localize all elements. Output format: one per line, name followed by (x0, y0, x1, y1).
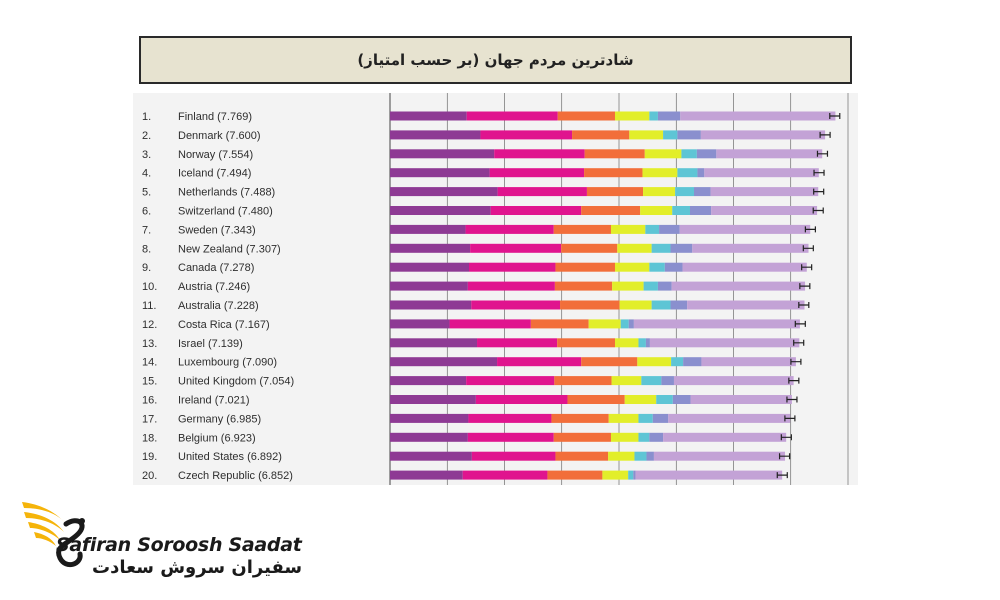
bar-segment (633, 471, 635, 480)
bar-segment (687, 301, 804, 310)
bar-segment (646, 452, 653, 461)
bar-segment (390, 433, 468, 442)
bar-segment (663, 433, 786, 442)
bar-segment (674, 376, 794, 385)
bar-segment (645, 225, 659, 234)
rank-number: 8. (142, 243, 152, 256)
bar-segment (640, 206, 672, 215)
bar-segment (625, 395, 656, 404)
rank-number: 2. (142, 129, 152, 142)
bar-segment (581, 206, 640, 215)
bar-segment (555, 452, 608, 461)
rank-number: 9. (142, 262, 152, 275)
bar-segment (692, 244, 808, 253)
bar-segment (701, 130, 825, 139)
bar-segment (476, 395, 568, 404)
bar-segment (649, 112, 658, 121)
bar-segment (641, 376, 661, 385)
country-label: Germany (6.985) (178, 413, 262, 426)
bar-segment (581, 357, 637, 366)
bar-segment (390, 301, 471, 310)
bar-segment (629, 319, 634, 328)
bar-segment (711, 187, 819, 196)
bar-segment (671, 357, 683, 366)
country-label: Australia (7.228) (178, 300, 259, 312)
bar-segment (628, 471, 633, 480)
bar-segment (390, 187, 498, 196)
bar-segment (653, 414, 668, 423)
bar-segment (551, 414, 608, 423)
bar-segment (637, 357, 671, 366)
bar-segment (611, 225, 645, 234)
country-label: Sweden (7.343) (178, 224, 256, 237)
bar-segment (694, 187, 711, 196)
bar-segment (585, 149, 645, 158)
bar-segment (620, 301, 652, 310)
bar-segment (390, 357, 497, 366)
bar-segment (390, 414, 468, 423)
rank-number: 1. (142, 111, 152, 123)
bar-segment (652, 301, 671, 310)
bar-segment (654, 452, 785, 461)
country-label: Canada (7.278) (178, 262, 255, 275)
bar-segment (555, 282, 612, 291)
country-label: Norway (7.554) (178, 148, 254, 161)
bar-segment (634, 319, 800, 328)
rank-number: 14. (142, 356, 158, 369)
bar-segment (697, 149, 716, 158)
bar-segment (646, 338, 650, 347)
bar-segment (498, 187, 587, 196)
chart-title-box (139, 36, 852, 84)
bar-segment (584, 168, 642, 177)
bar-segment (463, 471, 548, 480)
bar-segment (609, 414, 639, 423)
bar-segment (587, 187, 643, 196)
rank-number: 11. (142, 300, 157, 312)
bar-segment (652, 244, 671, 253)
rank-number: 4. (142, 167, 152, 180)
bar-segment (649, 263, 664, 272)
bar-segment (450, 319, 531, 328)
bar-segment (675, 187, 694, 196)
bar-segment (561, 244, 617, 253)
bar-segment (615, 112, 649, 121)
bar-segment (612, 376, 642, 385)
bar-segment (468, 282, 555, 291)
bar-segment (567, 395, 624, 404)
country-label: Belgium (6.923) (178, 432, 256, 445)
rank-number: 16. (142, 394, 158, 407)
bar-segment (671, 301, 688, 310)
rank-number: 5. (142, 186, 152, 199)
bar-segment (560, 301, 620, 310)
country-label: Luxembourg (7.090) (178, 356, 278, 369)
bar-segment (656, 395, 673, 404)
bar-segment (690, 206, 711, 215)
country-label: Austria (7.246) (178, 281, 251, 294)
bar-segment (531, 319, 589, 328)
bar-segment (659, 225, 680, 234)
bar-segment (470, 244, 561, 253)
bar-segment (390, 244, 470, 253)
bar-segment (704, 168, 819, 177)
bar-segment (497, 357, 581, 366)
bar-segment (680, 225, 811, 234)
bar-segment (390, 130, 480, 139)
bar-segment (617, 244, 651, 253)
bar-segment (645, 149, 682, 158)
bar-segment (390, 376, 466, 385)
bar-segment (649, 433, 663, 442)
bar-segment (716, 149, 822, 158)
rank-number: 6. (142, 205, 152, 218)
country-label: Switzerland (7.480) (178, 205, 273, 218)
bar-segment (672, 206, 690, 215)
country-label: United Kingdom (7.054) (178, 375, 295, 388)
rank-number: 13. (142, 337, 158, 350)
bar-segment (554, 225, 611, 234)
bar-segment (638, 414, 652, 423)
bar-segment (390, 149, 494, 158)
bar-segment (554, 433, 611, 442)
chart-area (133, 93, 858, 485)
bar-segment (615, 263, 649, 272)
bar-segment (701, 357, 795, 366)
bar-segment (672, 282, 805, 291)
bar-segment (611, 433, 638, 442)
bar-segment (677, 168, 697, 177)
rank-number: 20. (142, 470, 158, 483)
country-label: Iceland (7.494) (178, 167, 252, 180)
bar-segment (697, 168, 704, 177)
bar-segment (663, 130, 677, 139)
bar-segment (634, 452, 646, 461)
country-label: United States (6.892) (178, 451, 282, 464)
bar-segment (602, 471, 628, 480)
country-label: Czech Republic (6.852) (178, 470, 293, 483)
country-label: Israel (7.139) (178, 337, 243, 350)
bar-segment (643, 187, 675, 196)
bar-segment (472, 452, 556, 461)
bar-segment (390, 395, 476, 404)
bar-segment (638, 433, 649, 442)
brand-name-fa: سفیران سروش سعادت (92, 557, 303, 578)
bar-segment (636, 471, 783, 480)
bar-segment (390, 452, 472, 461)
bar-segment (683, 357, 701, 366)
bar-segment (691, 395, 792, 404)
rank-number: 12. (142, 318, 158, 331)
bar-segment (390, 225, 466, 234)
rank-number: 7. (142, 224, 152, 237)
rank-number: 3. (142, 148, 152, 161)
bar-segment (390, 319, 450, 328)
bar-segment (644, 282, 658, 291)
bar-segment (650, 338, 799, 347)
bar-segment (390, 471, 463, 480)
brand-name-en: Safiran Soroosh Saadat (56, 534, 302, 556)
bar-segment (390, 112, 467, 121)
rank-number: 15. (142, 375, 158, 388)
bar-segment (572, 130, 629, 139)
bar-segment (467, 112, 558, 121)
bar-segment (612, 282, 643, 291)
bar-segment (638, 338, 645, 347)
bar-segment (477, 338, 557, 347)
bar-segment (491, 206, 581, 215)
bar-segment (471, 301, 560, 310)
bar-segment (468, 433, 554, 442)
bar-segment (673, 395, 691, 404)
bar-segment (390, 282, 468, 291)
bar-segment (480, 130, 572, 139)
country-label: Denmark (7.600) (178, 129, 261, 142)
bar-segment (629, 130, 663, 139)
bar-segment (642, 168, 677, 177)
bar-segment (469, 263, 555, 272)
bar-segment (466, 376, 554, 385)
country-label: New Zealand (7.307) (178, 243, 281, 256)
bar-segment (390, 263, 469, 272)
bar-segment (661, 376, 674, 385)
bar-segment (711, 206, 817, 215)
bar-segment (468, 414, 551, 423)
country-label: Finland (7.769) (178, 111, 252, 123)
bar-segment (681, 149, 696, 158)
bar-segment (390, 206, 491, 215)
bar-segment (494, 149, 584, 158)
chart-title: شادترین مردم جهان (بر حسب امتیاز) (357, 51, 634, 69)
rank-number: 17. (142, 413, 158, 426)
bar-segment (390, 338, 477, 347)
bar-segment (671, 244, 693, 253)
bar-segment (677, 130, 700, 139)
bar-segment (615, 338, 638, 347)
bar-segment (621, 319, 629, 328)
country-label: Costa Rica (7.167) (178, 318, 270, 331)
bar-segment (490, 168, 584, 177)
bar-segment (683, 263, 807, 272)
bar-segment (554, 376, 611, 385)
country-label: Netherlands (7.488) (178, 186, 276, 199)
bar-segment (608, 452, 634, 461)
bar-segment (680, 112, 835, 121)
rank-number: 10. (142, 281, 158, 294)
bar-segment (589, 319, 621, 328)
bar-segment (665, 263, 683, 272)
bar-segment (390, 168, 490, 177)
country-label: Ireland (7.021) (178, 394, 250, 407)
rank-number: 19. (142, 451, 158, 464)
bar-segment (558, 112, 615, 121)
stacked-bar-chart (133, 93, 858, 485)
bar-segment (557, 338, 615, 347)
bar-segment (658, 282, 672, 291)
bar-segment (658, 112, 680, 121)
bar-segment (547, 471, 602, 480)
rank-number: 18. (142, 432, 158, 445)
bar-segment (555, 263, 615, 272)
bar-segment (466, 225, 554, 234)
bar-segment (668, 414, 790, 423)
